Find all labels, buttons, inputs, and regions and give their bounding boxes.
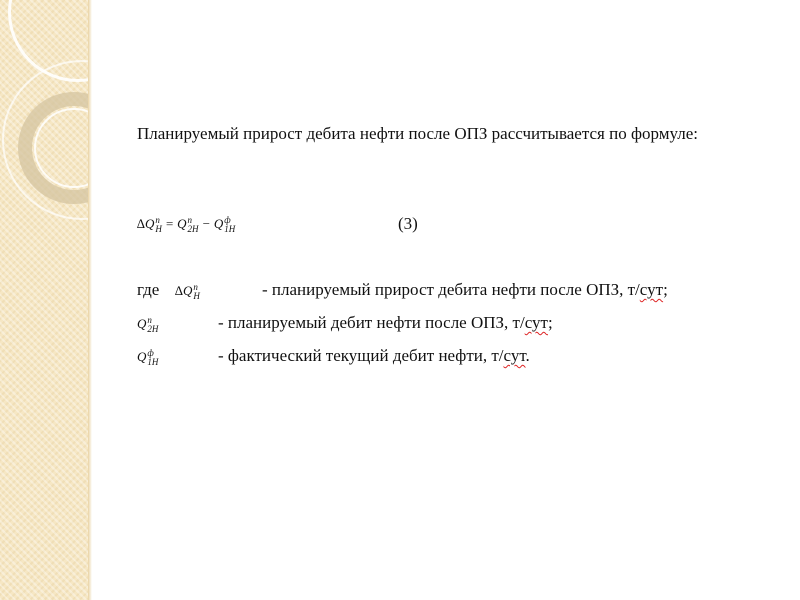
definition-symbol-2: Q п 2Н (137, 315, 159, 335)
sup-sub-stack: ф 1Н (224, 215, 236, 235)
decorative-side-band (0, 0, 88, 600)
q-symbol: Q (144, 216, 155, 231)
equals-sign: = (165, 216, 174, 231)
definition-text-2: - планируемый дебит нефти после ОПЗ, т/сут; (218, 313, 553, 332)
formula (137, 216, 235, 234)
sup-sub-stack: п 2Н (187, 215, 199, 235)
definition-text-1: - планируемый прирост дебита нефти после ОПЗ, т/сут; (262, 280, 668, 299)
q-symbol: Q (177, 216, 187, 231)
definition-text-3: - фактический текущий дебит нефти, т/сут. (218, 346, 530, 365)
spellcheck-word: сут (503, 346, 526, 365)
sup-sub-stack: п Н (155, 215, 162, 235)
where-word: где (137, 280, 160, 299)
delta-symbol: ∆ (137, 216, 145, 231)
formula-number: (3) (398, 214, 418, 233)
q-symbol: Q (213, 216, 224, 231)
spellcheck-word: сут (524, 313, 548, 332)
definition-symbol-1: ∆Q п Н (175, 282, 200, 302)
definition-symbol-3: Q ф 1Н (137, 348, 159, 368)
side-band-edge (88, 0, 92, 600)
minus-sign: − (201, 216, 211, 231)
intro-paragraph: Планируемый прирост дебита нефти после ОПЗ рассчитывается по формуле: (137, 124, 698, 143)
spellcheck-word: сут (639, 280, 664, 299)
